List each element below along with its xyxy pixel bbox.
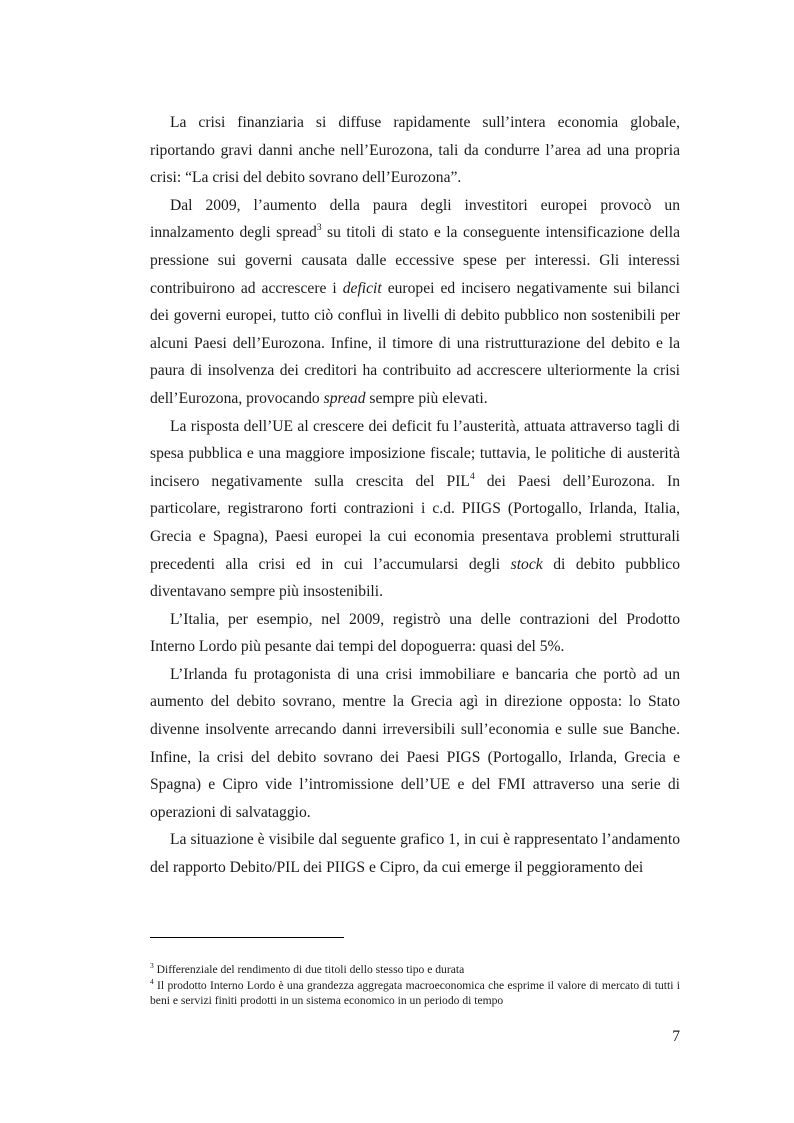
footnote-ref-4[interactable]: 4 [469, 471, 475, 482]
italic-term-spread: spread [323, 389, 366, 407]
footnote-divider [150, 937, 344, 938]
page-number: 7 [672, 1028, 680, 1045]
paragraph-ireland-greece: L’Irlanda fu protagonista di una crisi immobiliare e bancaria che portò ad un aumento del debito sovrano, mentre la Grecia agì in direzione opposta: lo Stato divenne insolvente arrecando danni irreversibili sull’economia e sulle sue Banche. Infine, la crisi del debito sovrano dei Paesi PIGS (Portogallo, Irlanda, Grecia e Spagna) e Cipro vide l’intromissione dell’UE e del FMI attraverso una serie di operazioni di salvataggio. [150, 665, 680, 821]
paragraph-global-crisis: La crisi finanziaria si diffuse rapidamente sull’intera economia globale, riportando gravi danni anche nell’Eurozona, tali da condurre l’area ad una propria crisi: “La crisi del debito sovrano dell’Eurozona”. [150, 114, 680, 187]
paragraph-austerity: La risposta dell’UE al crescere dei deficit fu l’austerità, attuata attraverso tagli di spesa pubblica e una maggiore imposizione fiscale; tuttavia, le politiche di austerità incisero negativamente sulla crescita del PIL$^4$ dei Paesi dell’Eurozona. In particolare, registrarono forti contrazioni i c.d. PIIGS (Portogallo, Irlanda, Italia, Grecia e Spagna), Paesi europei la cui economia presentava problemi strutturali precedenti alla crisi ed in cui l’accumularsi degli stock di debito pubblico diventavano sempre più insostenibili. [150, 417, 681, 601]
footnotes [150, 962, 680, 1009]
body-text [150, 109, 680, 882]
paragraph-italy: L’Italia, per esempio, nel 2009, registrò una delle contrazioni del Prodotto Interno Lordo più pesante dai tempi del dopoguerra: quasi del 5%. [150, 610, 680, 656]
footnote-4: $^4$ Il prodotto Interno Lordo è una grandezza aggregata macroeconomica che esprime il valore di mercato di tutti i beni e servizi finiti prodotti in un sistema economico in un periodo di tempo [150, 976, 680, 1007]
paragraph-chart-intro: La situazione è visibile dal seguente grafico 1, in cui è rappresentato l’andamento del rapporto Debito/PIL dei PIIGS e Cipro, da cui emerge il peggioramento dei [150, 831, 680, 877]
italic-term-stock: stock [510, 555, 543, 573]
paragraph-spread: Dal 2009, l’aumento della paura degli investitori europei provocò un innalzamento degli spread$^3$ su titoli di stato e la conseguente intensificazione della pressione sui governi causata dalle eccessive spese per interessi. Gli interessi contribuirono ad accrescere i deficit europei ed incisero negativamente sui bilanci dei governi europei, tutto ciò confluì in livelli di debito pubblico non sostenibili per alcuni Paesi dell’Eurozona. Infine, il timore di una ristrutturazione del debito e la paura di insolvenza dei creditori ha contribuito ad accrescere ulteriormente la crisi dell’Eurozona, provocando spread sempre più elevati. [150, 196, 680, 407]
footnote-3: $^3$ Differenziale del rendimento di due titoli dello stesso tipo e durata [150, 961, 465, 976]
footnote-ref-3[interactable]: 3 [316, 223, 322, 234]
italic-term-deficit: deficit [342, 279, 382, 297]
